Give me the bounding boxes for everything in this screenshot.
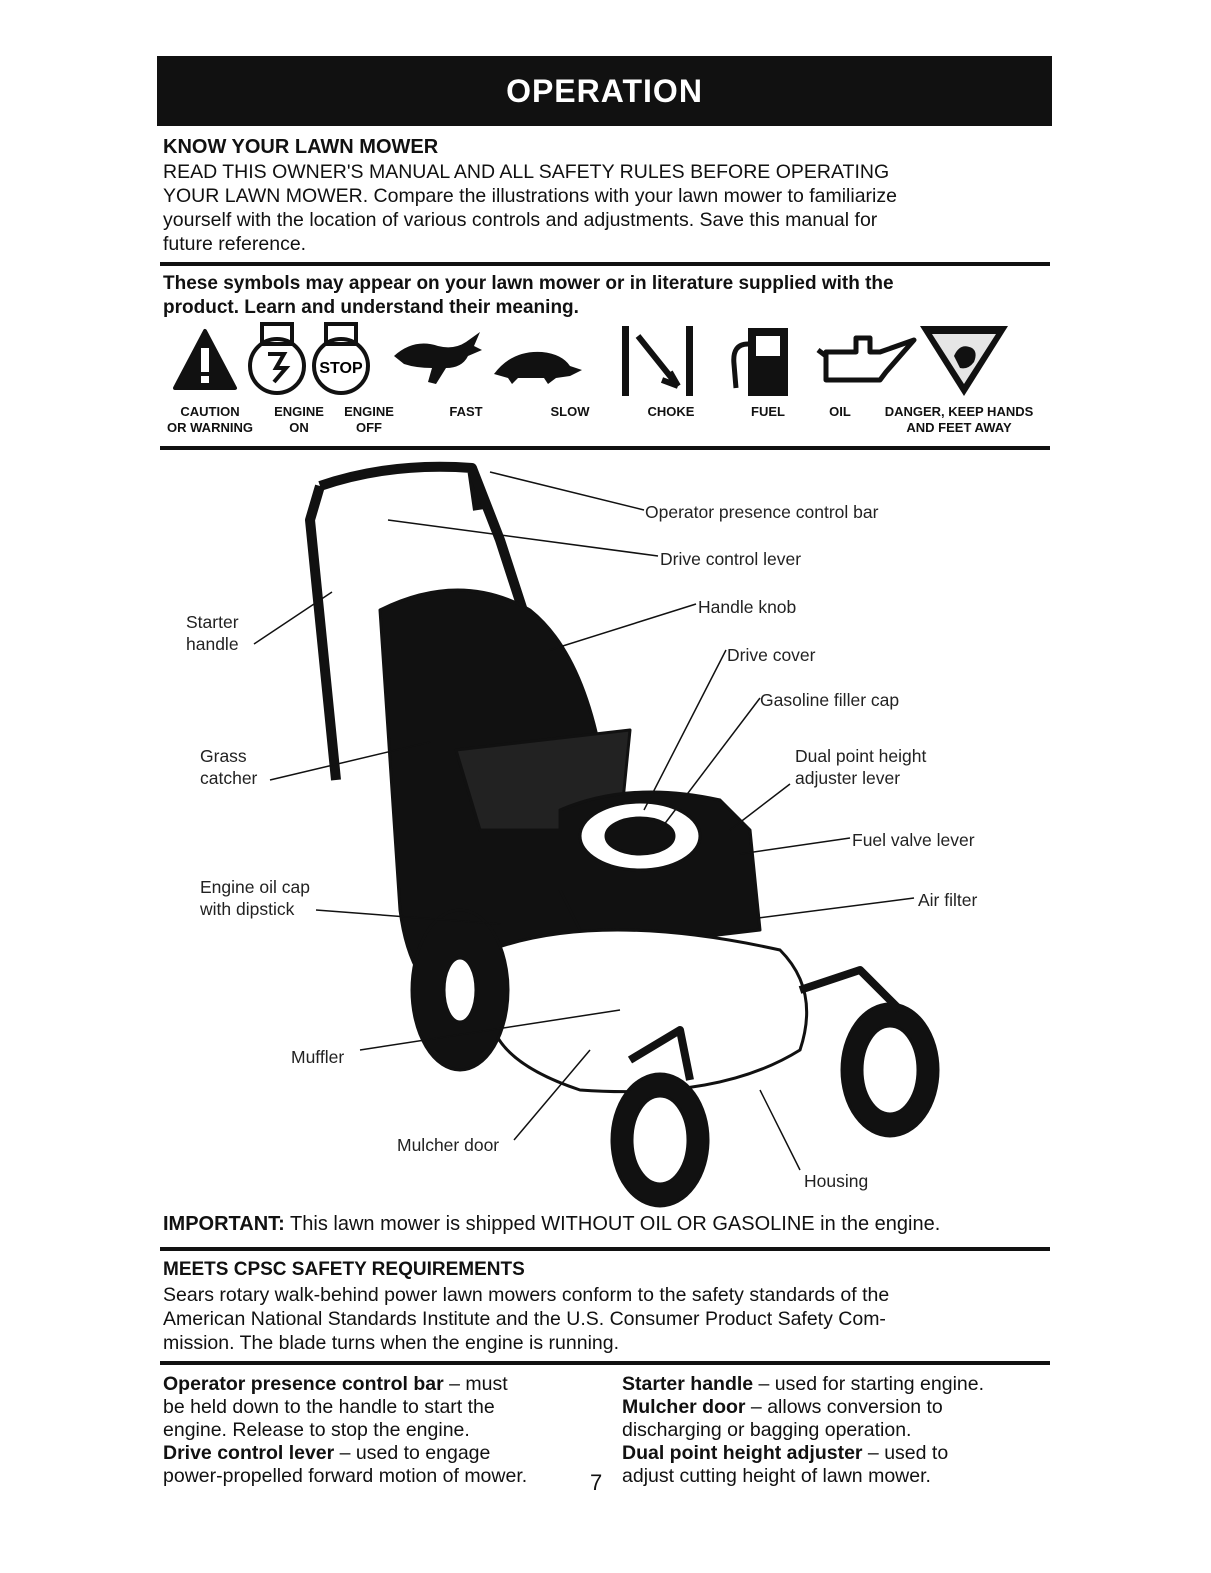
definitions-left bbox=[163, 1373, 603, 1488]
know-line: READ THIS OWNER'S MANUAL AND ALL SAFETY RULES BEFORE OPERATING bbox=[163, 161, 890, 183]
caution-warning-icon bbox=[172, 328, 238, 392]
definition-dual-point bbox=[622, 1442, 1052, 1465]
cpsc-line: American National Standards Institute and the U.S. Consumer Product Safety Com- bbox=[163, 1308, 886, 1330]
important-note bbox=[163, 1213, 940, 1236]
cpsc-line: mission. The blade turns when the engine is running. bbox=[163, 1332, 620, 1354]
desc: – used to bbox=[862, 1442, 949, 1464]
desc-line: power-propelled forward motion of mower. bbox=[163, 1465, 528, 1487]
divider bbox=[160, 262, 1050, 266]
symbol-label-fast: FAST bbox=[449, 404, 483, 419]
cpsc-line: Sears rotary walk-behind power lawn mowers conform to the safety standards of the bbox=[163, 1284, 890, 1306]
stop-glyph: STOP bbox=[319, 360, 363, 377]
callout-line: Engine oil cap bbox=[200, 877, 310, 897]
callout-gas-cap: Gasoline filler cap bbox=[760, 690, 900, 710]
cpsc-heading: MEETS CPSC SAFETY REQUIREMENTS bbox=[163, 1259, 525, 1280]
callout-dual-point bbox=[795, 745, 926, 789]
divider bbox=[160, 1247, 1050, 1251]
callout-line: with dipstick bbox=[200, 899, 295, 919]
symbol-label-slow: SLOW bbox=[550, 404, 590, 419]
danger-hands-feet-icon bbox=[916, 322, 1012, 400]
desc-line: engine. Release to stop the engine. bbox=[163, 1419, 470, 1441]
callout-line: Grass bbox=[200, 746, 247, 766]
symbols-intro bbox=[163, 272, 1053, 320]
definitions-right bbox=[622, 1373, 1052, 1488]
callout-housing: Housing bbox=[804, 1171, 869, 1191]
know-paragraph bbox=[163, 160, 1053, 256]
important-text: This lawn mower is shipped WITHOUT OIL OR GASOLINE in the engine. bbox=[284, 1213, 941, 1235]
symbol-label-line: AND FEET AWAY bbox=[906, 420, 1012, 435]
term: Drive control lever bbox=[163, 1442, 335, 1464]
page-number: 7 bbox=[590, 1470, 603, 1495]
callout-air-filter: Air filter bbox=[918, 890, 978, 910]
definition-starter-handle bbox=[622, 1373, 1052, 1396]
desc: – used for starting engine. bbox=[753, 1373, 985, 1395]
callout-oil-cap bbox=[200, 876, 310, 920]
callout-starter-handle bbox=[186, 611, 239, 655]
desc-line: adjust cutting height of lawn mower. bbox=[622, 1465, 931, 1487]
definition-operator-bar bbox=[163, 1373, 603, 1396]
symbol-label-engine-on bbox=[264, 404, 334, 436]
callout-line: adjuster lever bbox=[795, 768, 901, 788]
slow-turtle-icon bbox=[486, 344, 586, 386]
term: Mulcher door bbox=[622, 1396, 746, 1418]
important-label: IMPORTANT: bbox=[163, 1213, 285, 1235]
symbol-label-line: DANGER, KEEP HANDS bbox=[884, 404, 1034, 419]
desc: – used to engage bbox=[334, 1442, 491, 1464]
desc: – allows conversion to bbox=[745, 1396, 943, 1418]
choke-icon bbox=[616, 322, 700, 398]
symbol-label-fuel: FUEL bbox=[751, 404, 785, 419]
term: Operator presence control bar bbox=[163, 1373, 444, 1395]
divider bbox=[160, 1361, 1050, 1365]
know-line: future reference. bbox=[163, 233, 307, 255]
symbol-label-line: CAUTION bbox=[180, 404, 240, 419]
symbol-label-line: ENGINE bbox=[274, 404, 324, 419]
callout-drive-cover: Drive cover bbox=[727, 645, 816, 665]
symbols-intro-line: These symbols may appear on your lawn mower or in literature supplied with the bbox=[163, 273, 894, 294]
desc-line: be held down to the handle to start the bbox=[163, 1396, 495, 1418]
callout-muffler: Muffler bbox=[291, 1047, 345, 1067]
symbols-row bbox=[160, 322, 1050, 435]
desc-line: discharging or bagging operation. bbox=[622, 1419, 912, 1441]
symbol-label-danger bbox=[866, 404, 1052, 436]
symbol-label-engine-off bbox=[334, 404, 404, 436]
know-line: yourself with the location of various controls and adjustments. Save this manual for bbox=[163, 209, 878, 231]
callout-operator-bar: Operator presence control bar bbox=[645, 502, 879, 522]
section-banner bbox=[157, 56, 1052, 126]
callout-fuel-valve: Fuel valve lever bbox=[852, 830, 975, 850]
fuel-pump-icon bbox=[726, 324, 798, 398]
callout-grass-catcher bbox=[200, 745, 257, 789]
callout-drive-lever: Drive control lever bbox=[660, 549, 802, 569]
term: Starter handle bbox=[622, 1373, 754, 1395]
callout-line: Starter bbox=[186, 612, 239, 632]
term: Dual point height adjuster bbox=[622, 1442, 863, 1464]
symbol-label-line: ENGINE bbox=[344, 404, 394, 419]
engine-off-icon bbox=[310, 322, 372, 398]
callout-line: Dual point height bbox=[795, 746, 927, 766]
oil-can-icon bbox=[816, 332, 920, 392]
symbol-label-oil: OIL bbox=[829, 404, 851, 419]
symbols-intro-line: product. Learn and understand their meaning. bbox=[163, 297, 579, 318]
know-heading: KNOW YOUR LAWN MOWER bbox=[163, 136, 439, 158]
symbol-label-line: OFF bbox=[356, 420, 382, 435]
symbol-label-line: ON bbox=[289, 420, 309, 435]
section-title: OPERATION bbox=[506, 72, 703, 109]
definition-mulcher-door bbox=[622, 1396, 1052, 1419]
callout-line: handle bbox=[186, 634, 239, 654]
symbol-label-line: OR WARNING bbox=[167, 420, 253, 435]
symbol-label-choke: CHOKE bbox=[647, 404, 695, 419]
fast-hare-icon bbox=[388, 328, 484, 388]
engine-on-icon bbox=[246, 322, 308, 398]
symbol-label-caution bbox=[160, 404, 260, 436]
know-line: YOUR LAWN MOWER. Compare the illustrations with your lawn mower to familiarize bbox=[163, 185, 897, 207]
desc: – must bbox=[443, 1373, 508, 1395]
cpsc-paragraph bbox=[163, 1283, 1053, 1355]
definition-drive-lever bbox=[163, 1442, 603, 1465]
callout-handle-knob: Handle knob bbox=[698, 597, 797, 617]
callout-line: catcher bbox=[200, 768, 258, 788]
callout-mulcher-door: Mulcher door bbox=[397, 1135, 500, 1155]
